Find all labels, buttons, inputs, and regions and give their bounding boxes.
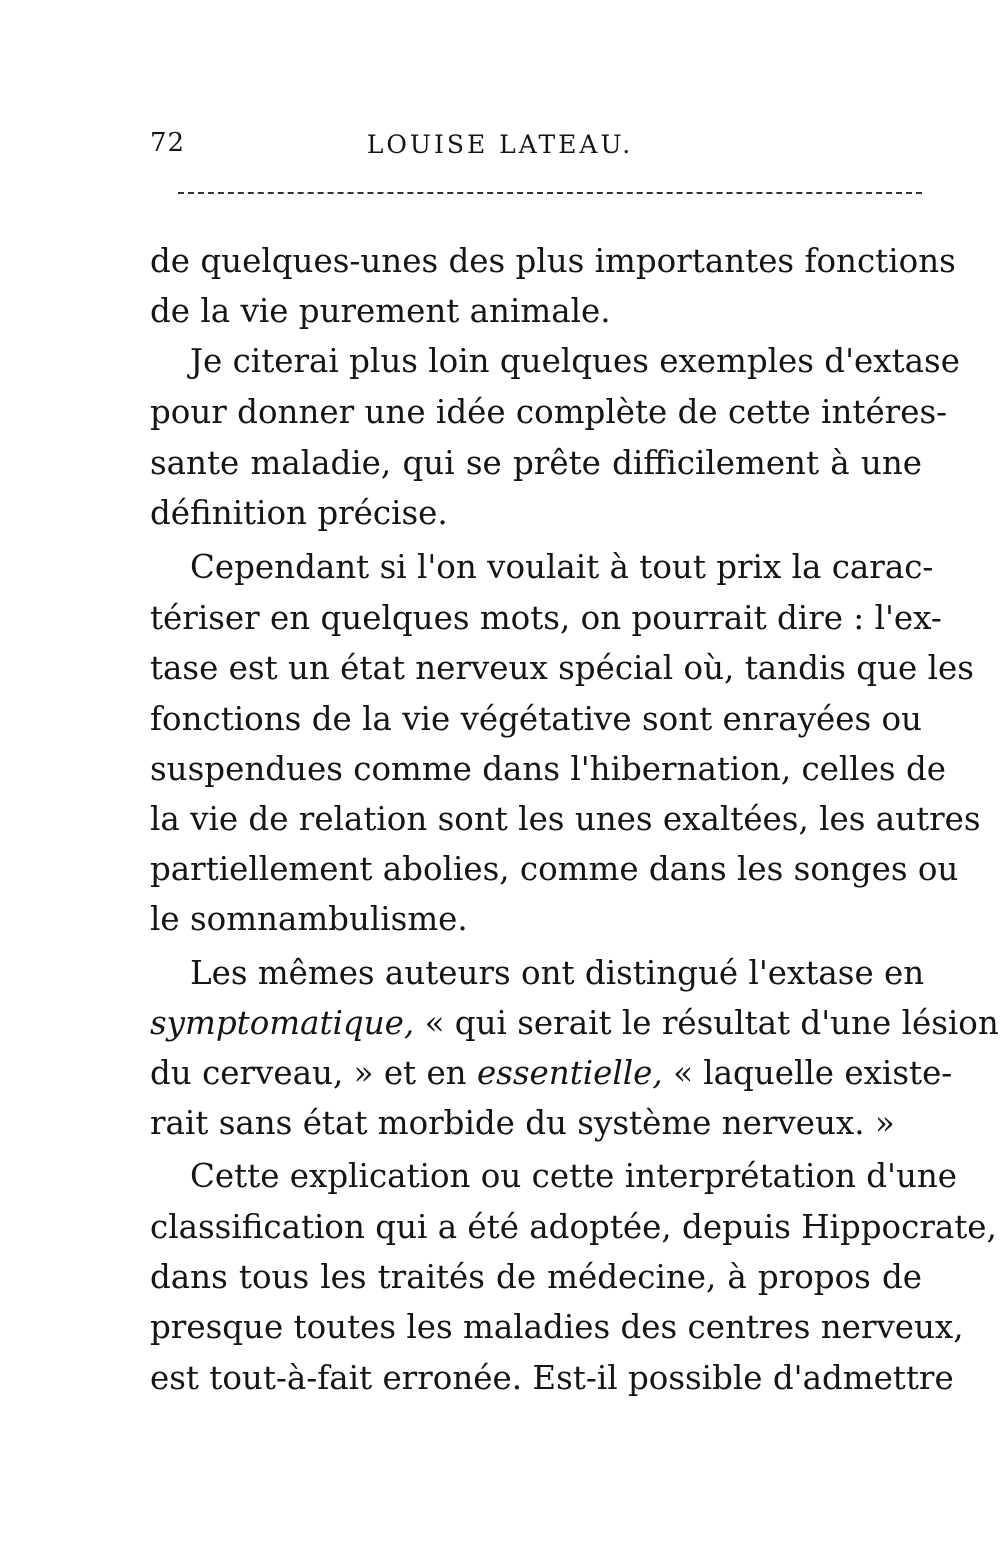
page-number: 72 [150, 128, 186, 158]
line-text: « laquelle existe- [662, 1054, 953, 1092]
line-text: du cerveau, » et en [150, 1054, 477, 1092]
line-text: « qui serait le résultat d'une lésion [414, 1004, 999, 1042]
text-line: définition précise. [150, 494, 448, 532]
text-line: Cette explication ou cette interprétation d'une [190, 1157, 958, 1195]
text-line: dans tous les traités de médecine, à propos de [150, 1258, 922, 1296]
text-line: sante maladie, qui se prête difficilement à une [150, 444, 922, 482]
running-head: LOUISE LATEAU. [366, 130, 634, 159]
text-line: de la vie purement animale. [150, 292, 611, 330]
text-line: de quelques-unes des plus importantes fonctions [150, 242, 956, 280]
text-line [150, 1004, 999, 1042]
text-line: le somnambulisme. [150, 900, 468, 938]
header-rule [178, 192, 922, 194]
text-line: est tout-à-fait erronée. Est-il possible d'admettre [150, 1359, 954, 1397]
text-line: tase est un état nerveux spécial où, tandis que les [150, 649, 974, 687]
text-line: classification qui a été adoptée, depuis Hippocrate, [150, 1208, 997, 1246]
text-line: tériser en quelques mots, on pourrait dire : l'ex- [150, 599, 942, 637]
text-line: Cependant si l'on voulait à tout prix la carac- [190, 548, 934, 586]
text-line: pour donner une idée complète de cette intéres- [150, 393, 948, 431]
text-line: suspendues comme dans l'hibernation, celles de [150, 750, 946, 788]
text-line: Je citerai plus loin quelques exemples d'extase [190, 342, 960, 380]
text-line: presque toutes les maladies des centres nerveux, [150, 1308, 964, 1346]
text-line: fonctions de la vie végétative sont enrayées ou [150, 700, 922, 738]
text-line: la vie de relation sont les unes exaltées, les autres [150, 800, 981, 838]
italic-term: essentielle, [476, 1054, 663, 1092]
text-line [150, 1054, 953, 1092]
text-line: rait sans état morbide du système nerveux. » [150, 1104, 895, 1142]
text-line: partiellement abolies, comme dans les songes ou [150, 850, 959, 888]
italic-term: symptomatique, [150, 1004, 415, 1042]
text-line: Les mêmes auteurs ont distingué l'extase en [190, 954, 925, 992]
